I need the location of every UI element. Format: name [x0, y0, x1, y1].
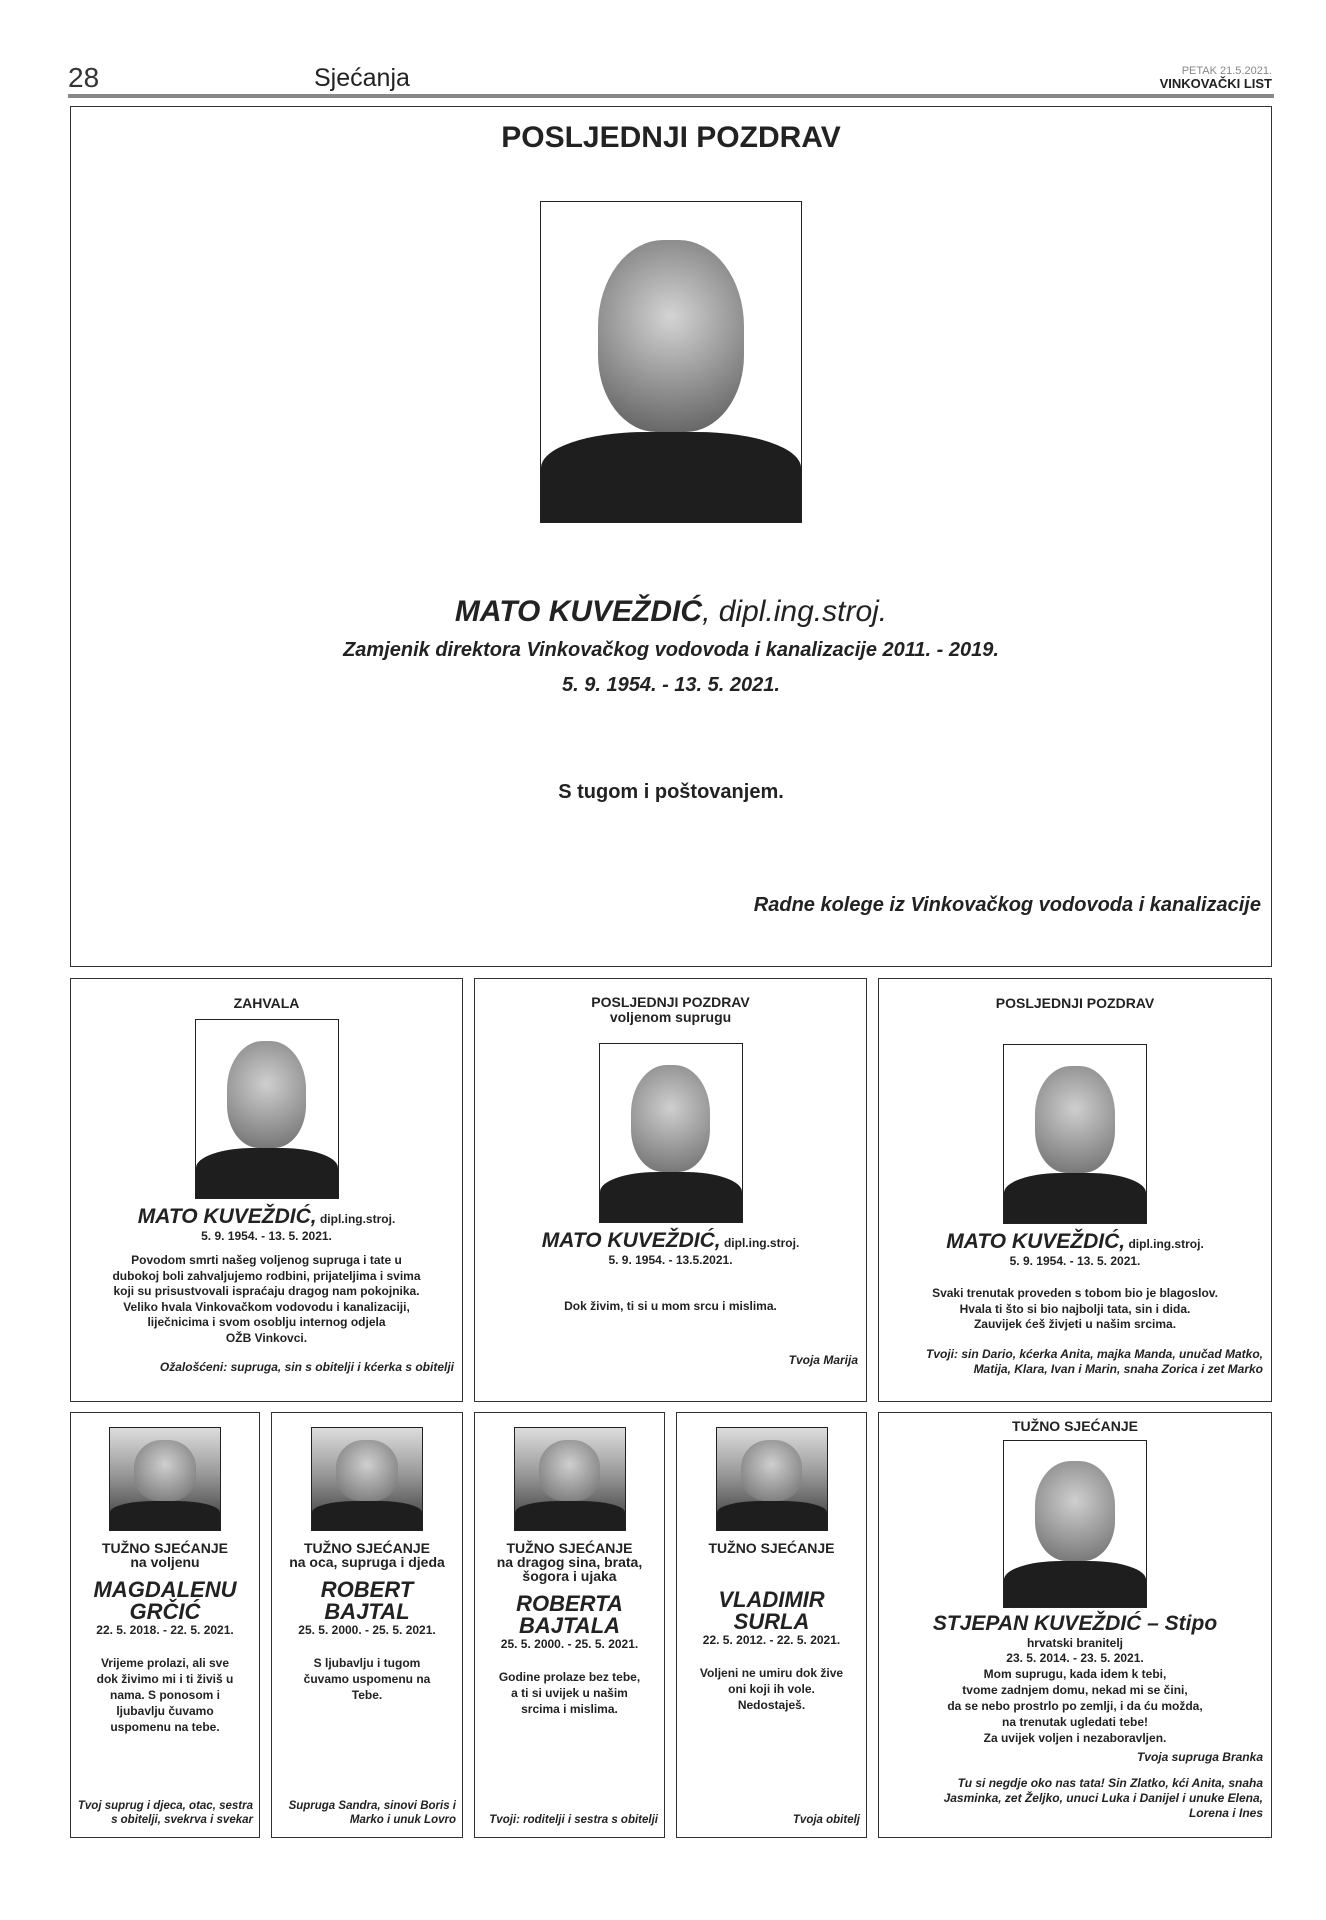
- main-message: S tugom i poštovanjem.: [558, 781, 784, 803]
- signature: Supruga Sandra, sinovi Boris i Marko i unuk Lovro: [288, 1800, 456, 1826]
- header-rule: [68, 94, 1274, 98]
- portrait-photo: [599, 1043, 743, 1223]
- dates: 5. 9. 1954. - 13. 5. 2021.: [1009, 1254, 1141, 1268]
- signature-family: Tu si negdje oko nas tata! Sin Zlatko, kći Anita, snaha Jasminka, zet Željko, unuci Luka i Danijel i unuke Elena, Lorena i Ines: [943, 1776, 1263, 1820]
- portrait-photo: [716, 1427, 828, 1531]
- ad-sjecanje: [70, 1412, 260, 1838]
- line: na trenutak ugledati tebe!: [1001, 1715, 1149, 1729]
- line: Mom suprugu, kada idem k tebi,: [983, 1667, 1167, 1681]
- ad-subtitle: na oca, supruga i djeda: [289, 1554, 445, 1570]
- line: koji su prisustvovali ispraćaju dragog nam pokojnika.: [113, 1284, 420, 1298]
- role: hrvatski branitelj: [1026, 1636, 1124, 1650]
- name: STJEPAN KUVEŽDIĆ – Stipo: [932, 1612, 1218, 1635]
- ad-title: TUŽNO SJEĆANJE: [1011, 1418, 1139, 1434]
- signature: Tvoji: roditelji i sestra s obitelji: [489, 1814, 658, 1826]
- signature: Tvoja Marija: [788, 1353, 858, 1367]
- name: MAGDALENU GRČIĆ: [93, 1577, 237, 1624]
- body-text: [112, 1253, 420, 1346]
- body-text: Godine prolaze bez tebe, a ti si uvijek u našim srcima i mislima.: [498, 1670, 641, 1716]
- line: Za uvijek voljen i nezaboravljen.: [983, 1731, 1167, 1745]
- dates: 5. 9. 1954. - 13.5.2021.: [608, 1253, 733, 1267]
- body-text: [932, 1286, 1218, 1333]
- ad-sjecanje: [676, 1412, 867, 1838]
- main-name-suffix: , dipl.ing.stroj.: [702, 595, 888, 628]
- main-dates: 5. 9. 1954. - 13. 5. 2021.: [562, 674, 780, 696]
- page-number: 28: [68, 62, 100, 93]
- body-text: Vrijeme prolazi, ali sve dok živimo mi i ti živiš u nama. S ponosom i ljubavlju čuvamo uspomenu na tebe.: [96, 1656, 234, 1734]
- dates: 25. 5. 2000. - 25. 5. 2021.: [298, 1623, 436, 1637]
- body-text: Dok živim, ti si u mom srcu i mislima.: [564, 1299, 777, 1313]
- portrait-photo: [1003, 1440, 1147, 1608]
- main-name: MATO KUVEŽDIĆ: [454, 595, 703, 628]
- body-text: [947, 1666, 1202, 1746]
- ad-title: ZAHVALA: [233, 995, 300, 1011]
- paper-name: VINKOVAČKI LIST: [1159, 76, 1272, 91]
- name: MATO KUVEŽDIĆ,: [946, 1230, 1126, 1253]
- ad-sjecanje: [271, 1412, 463, 1838]
- ad-title: POSLJEDNJI POZDRAV: [591, 994, 750, 1010]
- main-obituary: [70, 106, 1272, 967]
- body-text: Voljeni ne umiru dok žive oni koji ih vole. Nedostaješ.: [699, 1666, 844, 1712]
- masthead: [1160, 66, 1272, 90]
- body-text: S ljubavlju i tugom čuvamo uspomenu na Tebe.: [303, 1656, 431, 1702]
- portrait-photo: [540, 201, 802, 523]
- line: dubokoj boli zahvaljujemo rodbini, prijateljima i svima: [112, 1268, 421, 1283]
- portrait-photo: [514, 1427, 626, 1531]
- ad-title: TUŽNO SJEĆANJE: [101, 1540, 229, 1556]
- ad-sjecanje: [474, 1412, 665, 1838]
- name: VLADIMIR SURLA: [718, 1587, 825, 1634]
- name: MATO KUVEŽDIĆ,: [541, 1229, 721, 1252]
- line: liječnicima i svom osoblju internog odjela: [147, 1315, 386, 1329]
- ad-title: TUŽNO SJEĆANJE: [708, 1540, 835, 1556]
- ad-pozdrav-marija: [474, 978, 867, 1402]
- line: tvome zadnjem domu, nekad mi se čini,: [962, 1683, 1188, 1697]
- ad-subtitle: voljenom suprugu: [609, 1009, 732, 1025]
- line: da se nebo prostrlo po zemlji, i da ću možda,: [947, 1699, 1203, 1713]
- dates: 23. 5. 2014. - 23. 5. 2021.: [1006, 1651, 1144, 1665]
- name: ROBERTA BAJTALA: [516, 1591, 623, 1638]
- line: Povodom smrti našeg voljenog supruga i tate u: [131, 1253, 402, 1267]
- name-suffix: dipl.ing.stroj.: [720, 1236, 800, 1250]
- line: Svaki trenutak proveden s tobom bio je blagoslov.: [932, 1286, 1218, 1300]
- dates: 5. 9. 1954. - 13. 5. 2021.: [201, 1229, 332, 1243]
- signature: Ožalošćeni: supruga, sin s obitelji i kćerka s obitelji: [159, 1360, 454, 1374]
- portrait-photo: [109, 1427, 221, 1531]
- name-suffix: dipl.ing.stroj.: [1125, 1237, 1204, 1251]
- dates: 25. 5. 2000. - 25. 5. 2021.: [500, 1637, 639, 1651]
- line: Hvala ti što si bio najbolji tata, sin i dida.: [959, 1301, 1191, 1316]
- portrait-photo: [311, 1427, 423, 1531]
- issue-date: PETAK 21.5.2021.: [1181, 65, 1272, 77]
- main-title: POSLJEDNJI POZDRAV: [501, 121, 841, 154]
- signature: Tvoj suprug i djeca, otac, sestra s obitelji, svekrva i svekar: [77, 1800, 253, 1826]
- name: MATO KUVEŽDIĆ,: [137, 1205, 317, 1228]
- signature: Tvoji: sin Dario, kćerka Anita, majka Manda, unučad Matko, Matija, Klara, Ivan i Marin, snaha Zorica i zet Marko: [926, 1346, 1263, 1376]
- main-name-line: [455, 595, 887, 629]
- dates: 22. 5. 2018. - 22. 5. 2021.: [96, 1623, 234, 1637]
- ad-subtitle: na voljenu: [130, 1554, 200, 1570]
- signature: Tvoja obitelj: [792, 1814, 860, 1826]
- line: Zauvijek ćeš živjeti u našim srcima.: [973, 1317, 1177, 1331]
- ad-stjepan: [878, 1412, 1272, 1838]
- ad-subtitle: na dragog sina, brata, šogora i ujaka: [496, 1554, 643, 1584]
- ad-zahvala: [70, 978, 463, 1402]
- name-suffix: dipl.ing.stroj.: [316, 1212, 396, 1226]
- ad-title: TUŽNO SJEĆANJE: [506, 1540, 633, 1556]
- section-title: Sjećanja: [314, 64, 410, 92]
- portrait-photo: [195, 1019, 339, 1199]
- name: ROBERT BAJTAL: [320, 1577, 414, 1624]
- main-role: Zamjenik direktora Vinkovačkog vodovoda i kanalizacije 2011. - 2019.: [343, 639, 999, 661]
- signature: Tvoja supruga Branka: [1136, 1750, 1263, 1764]
- ad-pozdrav-obitelj: [878, 978, 1272, 1402]
- ad-title: TUŽNO SJEĆANJE: [303, 1540, 431, 1556]
- portrait-photo: [1003, 1044, 1147, 1224]
- line: Veliko hvala Vinkovačkom vodovodu i kanalizaciji,: [123, 1299, 410, 1314]
- ad-title: POSLJEDNJI POZDRAV: [995, 995, 1155, 1011]
- line: OŽB Vinkovci.: [225, 1330, 308, 1345]
- main-signature: Radne kolege iz Vinkovačkog vodovoda i kanalizacije: [753, 894, 1261, 916]
- dates: 22. 5. 2012. - 22. 5. 2021.: [702, 1633, 841, 1647]
